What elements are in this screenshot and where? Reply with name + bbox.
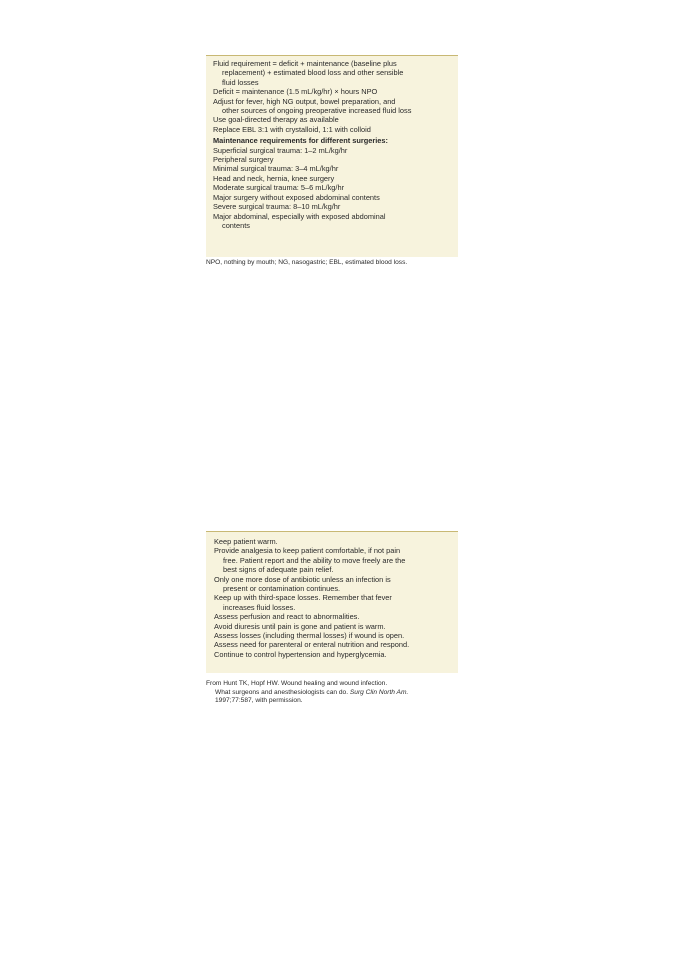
rule-line: other sources of ongoing preoperative increased fluid loss [222,106,412,116]
maintenance-line: Major abdominal, especially with exposed abdominal [213,211,386,221]
care-line: Provide analgesia to keep patient comfortable, if not pain [214,546,401,556]
rule-line: Use goal-directed therapy as available [213,115,339,125]
fluid-requirement-rules [213,59,452,134]
maintenance-line: Head and neck, hernia, knee surgery [213,173,335,183]
maintenance-line: contents [222,220,250,230]
source-line-2-text: What surgeons and anesthesiologists can do. [215,688,350,696]
care-line: increases fluid losses. [223,602,296,612]
care-line: Assess need for parenteral or enteral nutrition and respond. [214,640,410,650]
source-line-1: From Hunt TK, Hopf HW. Wound healing and wound infection. [206,680,388,687]
care-line: free. Patient report and the ability to move freely are the [223,555,406,565]
maintenance-line: Superficial surgical trauma: 1–2 mL/kg/hr [213,145,348,155]
care-line: Continue to control hypertension and hyperglycemia. [214,649,387,659]
rule-line: Fluid requirement = deficit + maintenance (baseline plus [213,59,397,68]
maintenance-line: Moderate surgical trauma: 5–6 mL/kg/hr [213,183,345,193]
table1-footnote: NPO, nothing by mouth; NG, nasogastric; EBL, estimated blood loss. [206,259,408,266]
table2-source-note [206,680,408,706]
care-line: Keep up with third-space losses. Remember that fever [214,593,392,603]
care-line: Avoid diuresis until pain is gone and patient is warm. [214,621,386,631]
rule-line: fluid losses [222,77,259,87]
care-line: Keep patient warm. [214,537,278,546]
source-line-2 [206,689,408,698]
maintenance-line: Severe surgical trauma: 8–10 mL/kg/hr [213,202,341,212]
postoperative-care-list [214,537,452,659]
maintenance-line: Major surgery without exposed abdominal contents [213,192,380,202]
care-line: best signs of adequate pain relief. [223,565,334,575]
maintenance-line: Minimal surgical trauma: 3–4 mL/kg/hr [213,164,339,174]
rule-line: Deficit = maintenance (1.5 mL/kg/hr) × hours NPO [213,87,378,97]
postoperative-care-table [206,531,458,673]
care-line: Assess perfusion and react to abnormalities. [214,612,360,622]
care-line: Assess losses (including thermal losses) if wound is open. [214,631,405,641]
rule-line: Replace EBL 3:1 with crystalloid, 1:1 with colloid [213,124,371,134]
fluid-requirements-table [206,55,458,257]
maintenance-heading: Maintenance requirements for different surgeries: [213,136,388,146]
care-line: present or contamination continues. [223,584,341,594]
maintenance-requirements-list [213,146,452,231]
source-line-3: 1997;77:587, with permission. [215,697,303,705]
maintenance-line: Peripheral surgery [213,155,274,165]
care-line: Only one more dose of antibiotic unless an infection is [214,574,391,584]
rule-line: replacement) + estimated blood loss and other sensible [222,68,404,78]
journal-name: Surg Clin North Am. [349,688,409,696]
rule-line: Adjust for fever, high NG output, bowel preparation, and [213,96,396,106]
